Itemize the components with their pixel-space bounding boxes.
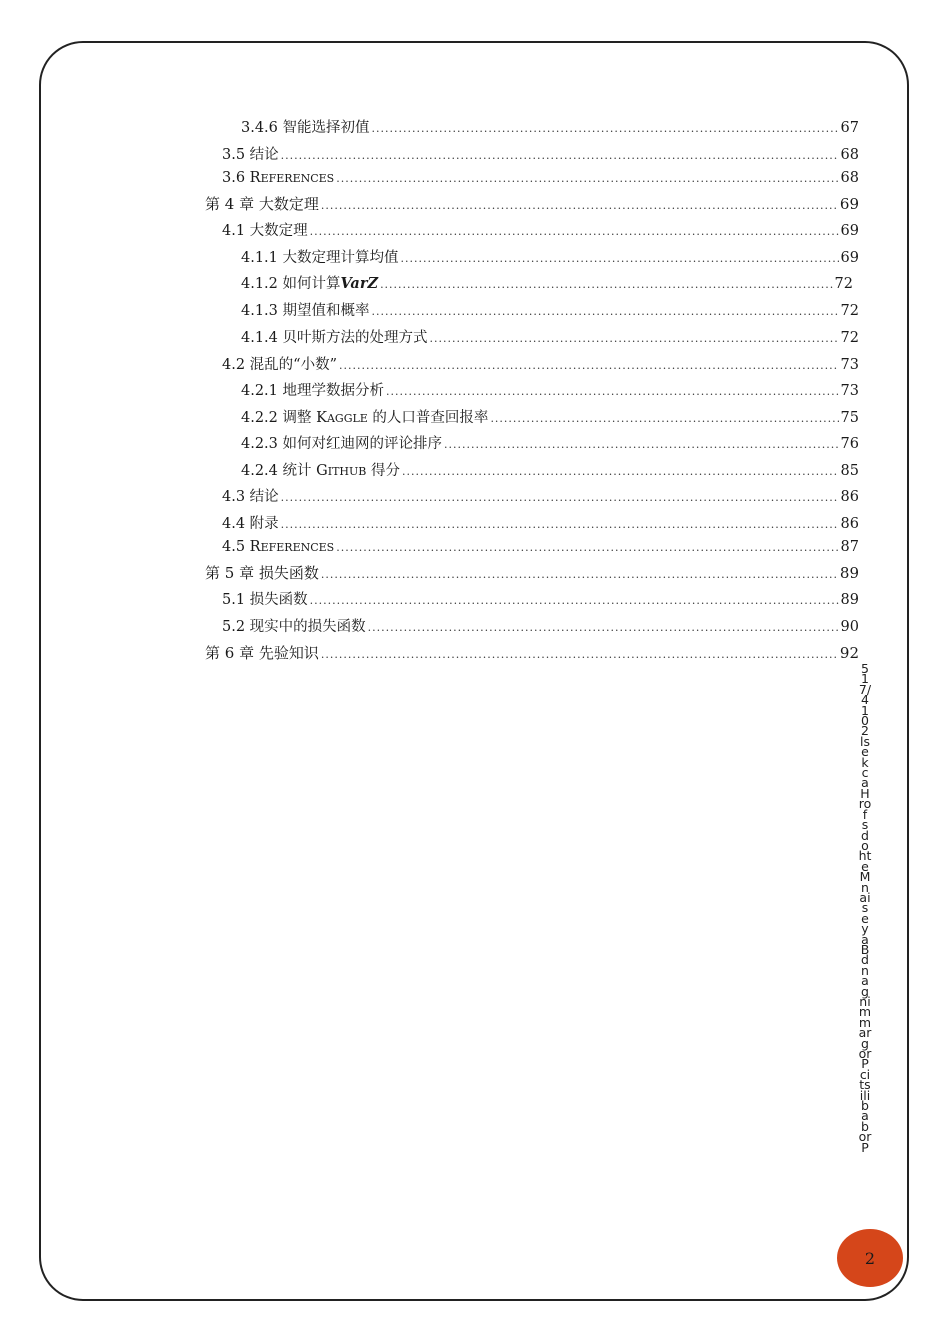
toc-entry-4-1-3[interactable]	[241, 301, 859, 321]
toc-leader-dots	[402, 462, 839, 482]
toc-leader-dots	[336, 169, 838, 189]
toc-page-number: 90	[840, 619, 859, 635]
vertical-side-text: 517/4102 lsekcaH rof sdohteM naiseyaB dna gnimmargorP citsilibaborP	[858, 661, 872, 1155]
toc-entry-4-3[interactable]	[222, 487, 859, 507]
toc-entry-4-2[interactable]	[222, 355, 859, 375]
toc-page-number: 76	[840, 436, 859, 452]
toc-page-number: 69	[840, 250, 859, 266]
toc-entry-4-5[interactable]	[222, 537, 859, 557]
toc-entry-title: 5.2 现实中的损失函数	[222, 619, 366, 635]
toc-page-number: 75	[840, 410, 859, 426]
toc-page-number: 87	[840, 539, 859, 555]
toc-page-number: 89	[840, 592, 859, 608]
toc-page-number: 68	[840, 170, 859, 186]
toc-entry-title: 4.2.4 统计 GITHUB 得分	[241, 463, 400, 479]
toc-page-number: 73	[840, 357, 859, 373]
toc-entry-title: 4.1.4 贝叶斯方法的处理方式	[241, 330, 428, 346]
toc-leader-dots	[310, 222, 839, 242]
toc-leader-dots	[401, 249, 839, 269]
toc-entry-title: 4.2.3 如何对红迪网的评论排序	[241, 436, 443, 452]
toc-entry-title: 4.1.2 如何计算VarZ	[241, 275, 379, 292]
toc-entry-3-4-6[interactable]	[241, 118, 859, 138]
toc-leader-dots	[310, 591, 839, 611]
toc-leader-dots	[281, 146, 839, 166]
toc-entry-title: 4.3 结论	[222, 489, 279, 505]
toc-leader-dots	[386, 382, 839, 402]
toc-leader-dots	[339, 356, 839, 376]
toc-leader-dots	[321, 645, 838, 665]
toc-leader-dots	[380, 275, 832, 295]
toc-entry-4-2-1[interactable]	[241, 381, 859, 401]
toc-leader-dots	[372, 119, 839, 139]
toc-leader-dots	[444, 435, 839, 455]
toc-page-number: 92	[839, 644, 859, 662]
toc-leader-dots	[321, 565, 838, 585]
toc-entry-title: 4.2.1 地理学数据分析	[241, 383, 385, 399]
toc-leader-dots	[321, 196, 838, 216]
toc-leader-dots	[281, 488, 839, 508]
toc-entry-chapter-5[interactable]	[205, 563, 859, 583]
toc-page-number: 86	[840, 516, 859, 532]
toc-leader-dots	[281, 515, 839, 535]
toc-leader-dots	[368, 618, 839, 638]
toc-page-number: 69	[840, 223, 859, 239]
toc-entry-4-2-4[interactable]	[241, 461, 859, 481]
toc-leader-dots	[490, 409, 838, 429]
toc-page-number: 72	[840, 303, 859, 319]
toc-entry-4-2-3[interactable]	[241, 434, 859, 454]
toc-page-number: 85	[840, 463, 859, 479]
toc-entry-title: 第 4 章 大数定理	[205, 195, 319, 213]
toc-entry-chapter-4[interactable]	[205, 194, 859, 214]
toc-leader-dots	[336, 538, 838, 558]
toc-entry-5-1[interactable]	[222, 590, 859, 610]
toc-leader-dots	[430, 329, 839, 349]
toc-entry-chapter-6[interactable]	[205, 643, 859, 663]
toc-entry-title: 3.6 REFERENCES	[222, 170, 335, 186]
page-number: 2	[864, 1248, 876, 1268]
toc-entry-title: 4.1.1 大数定理计算均值	[241, 250, 399, 266]
toc-page-number: 67	[840, 120, 859, 136]
toc-page-number: 68	[840, 147, 859, 163]
toc-page-number: 69	[839, 195, 859, 213]
toc-entry-4-1[interactable]	[222, 221, 859, 241]
toc-entry-title: 4.4 附录	[222, 516, 279, 532]
toc-entry-title: 3.5 结论	[222, 147, 279, 163]
toc-entry-5-2[interactable]	[222, 617, 859, 637]
toc-entry-title: 4.5 REFERENCES	[222, 539, 335, 555]
toc-entry-4-1-2[interactable]	[241, 274, 853, 294]
toc-entry-4-1-4[interactable]	[241, 328, 859, 348]
toc-entry-title: 3.4.6 智能选择初值	[241, 120, 370, 136]
toc-page-number: 72	[834, 276, 853, 292]
toc-entry-title: 第 5 章 损失函数	[205, 564, 319, 582]
toc-entry-4-2-2[interactable]	[241, 408, 859, 428]
toc-leader-dots	[372, 302, 839, 322]
toc-entry-4-1-1[interactable]	[241, 248, 859, 268]
toc-entry-3-5[interactable]	[222, 145, 859, 165]
toc-entry-title: 4.2 混乱的“小数”	[222, 357, 337, 373]
toc-page-number: 73	[840, 383, 859, 399]
toc-entry-title: 5.1 损失函数	[222, 592, 308, 608]
toc-entry-title: 4.1 大数定理	[222, 223, 308, 239]
toc-entry-title: 4.2.2 调整 KAGGLE 的人口普查回报率	[241, 410, 489, 426]
toc-entry-title: 4.1.3 期望值和概率	[241, 303, 370, 319]
toc-page-number: 89	[839, 564, 859, 582]
toc-page-number: 86	[840, 489, 859, 505]
toc-entry-3-6[interactable]	[222, 168, 859, 188]
toc-page-number: 72	[840, 330, 859, 346]
page-number-badge	[837, 1229, 903, 1287]
toc-entry-4-4[interactable]	[222, 514, 859, 534]
toc-entry-title: 第 6 章 先验知识	[205, 644, 319, 662]
